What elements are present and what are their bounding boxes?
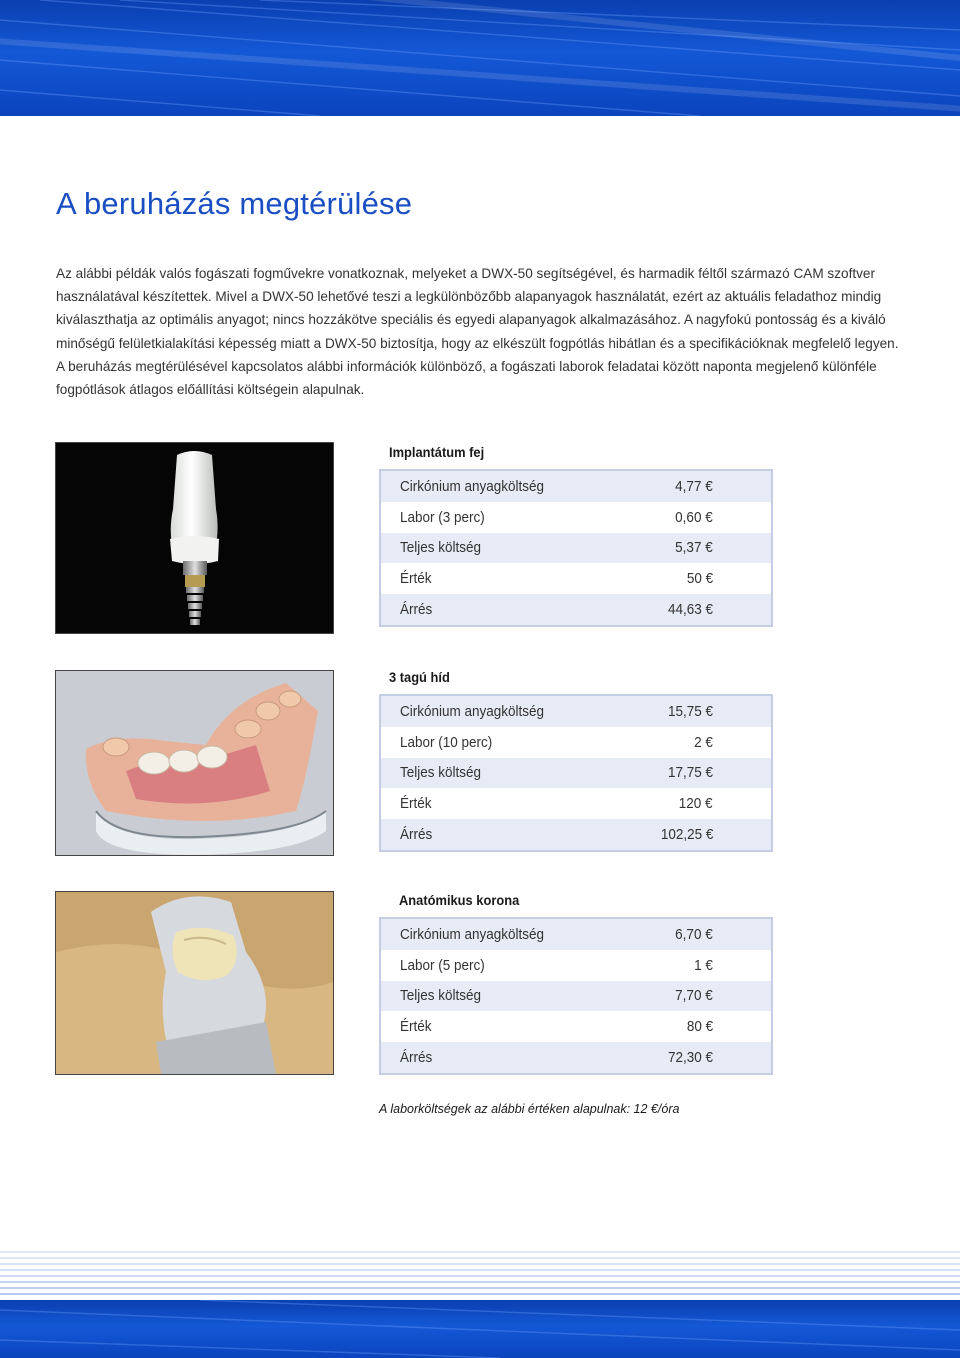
table-row — [381, 788, 771, 819]
row-value: 7,70 € — [675, 987, 713, 1005]
row-label: Labor (10 perc) — [400, 733, 493, 751]
cost-table-bridge — [379, 694, 773, 852]
row-value: 102,25 € — [660, 826, 713, 844]
row-label: Érték — [400, 570, 432, 588]
table-row — [381, 727, 771, 758]
row-value: 5,37 € — [675, 539, 713, 557]
row-label: Árrés — [400, 601, 433, 619]
table-row — [381, 533, 771, 564]
row-label: Teljes költség — [400, 764, 482, 782]
implant-abutment-photo — [55, 442, 334, 634]
table-row — [381, 981, 771, 1012]
table-row — [381, 1011, 771, 1042]
table-row — [381, 502, 771, 533]
labor-cost-footnote: A laborköltségek az alábbi értéken alapulnak: 12 €/óra — [379, 1102, 680, 1116]
bridge-model-photo — [55, 670, 334, 856]
cost-table-implant — [379, 469, 773, 627]
row-label: Cirkónium anyagköltség — [400, 702, 545, 720]
section-heading-implant: Implantátum fej — [389, 444, 485, 460]
row-value: 80 € — [686, 1018, 713, 1036]
table-row — [381, 758, 771, 789]
section-heading-crown: Anatómikus korona — [399, 892, 520, 908]
row-label: Árrés — [400, 1049, 433, 1067]
row-label: Teljes költség — [400, 987, 482, 1005]
header-banner — [0, 0, 960, 116]
row-value: 50 € — [686, 570, 713, 588]
row-value: 44,63 € — [667, 601, 713, 619]
table-row — [381, 471, 771, 502]
row-label: Labor (5 perc) — [400, 956, 485, 974]
section-heading-bridge: 3 tagú híd — [389, 669, 450, 685]
footer-banner — [0, 1300, 960, 1358]
table-row — [381, 1042, 771, 1073]
row-label: Teljes költség — [400, 539, 482, 557]
row-value: 120 € — [679, 795, 713, 813]
page-title: A beruházás megtérülése — [56, 186, 413, 221]
intro-paragraph: Az alábbi példák valós fogászati fogművekre vonatkoznak, melyeket a DWX-50 segítségével, és harmadik féltől származó CAM szoftver használatával készítettek. Mivel a DWX-50 lehetővé teszi a legkülönbözőbb alapanyagok használatát, ezért az aktuális feladathoz mindig kiválaszthatja az optimális anyagot; nincs hozzákötve speciális és egyedi alapanyagok alkalmazásához. A nagyfokú pontosság és a kiváló minőségű felületkialakítási képesség miatt a DWX-50 biztosítja, hogy az elkészült fogpótlás hibátlan és a specifikációknak megfelelő legyen. A beruházás megtérülésével kapcsolatos alábbi információk különböző, a fogászati laborok feladatai között naponta megjelenő különféle fogpótlások átlagos előállítási költségein alapulnak. — [56, 266, 899, 398]
row-value: 72,30 € — [667, 1049, 713, 1067]
row-label: Érték — [400, 1018, 432, 1036]
row-label: Árrés — [400, 826, 433, 844]
row-label: Labor (3 perc) — [400, 508, 485, 526]
table-row — [381, 819, 771, 850]
table-row — [381, 696, 771, 727]
row-value: 2 € — [694, 733, 713, 751]
table-row — [381, 950, 771, 981]
footer-stripes — [0, 1248, 960, 1300]
table-row — [381, 563, 771, 594]
table-row — [381, 919, 771, 950]
row-value: 4,77 € — [675, 477, 713, 495]
cost-table-crown — [379, 917, 773, 1075]
row-label: Érték — [400, 795, 432, 813]
row-value: 6,70 € — [675, 925, 713, 943]
row-value: 17,75 € — [667, 764, 713, 782]
row-label: Cirkónium anyagköltség — [400, 925, 545, 943]
row-value: 15,75 € — [667, 702, 713, 720]
table-row — [381, 594, 771, 625]
row-value: 0,60 € — [675, 508, 713, 526]
row-value: 1 € — [694, 956, 713, 974]
row-label: Cirkónium anyagköltség — [400, 477, 545, 495]
crown-model-photo — [55, 891, 334, 1075]
